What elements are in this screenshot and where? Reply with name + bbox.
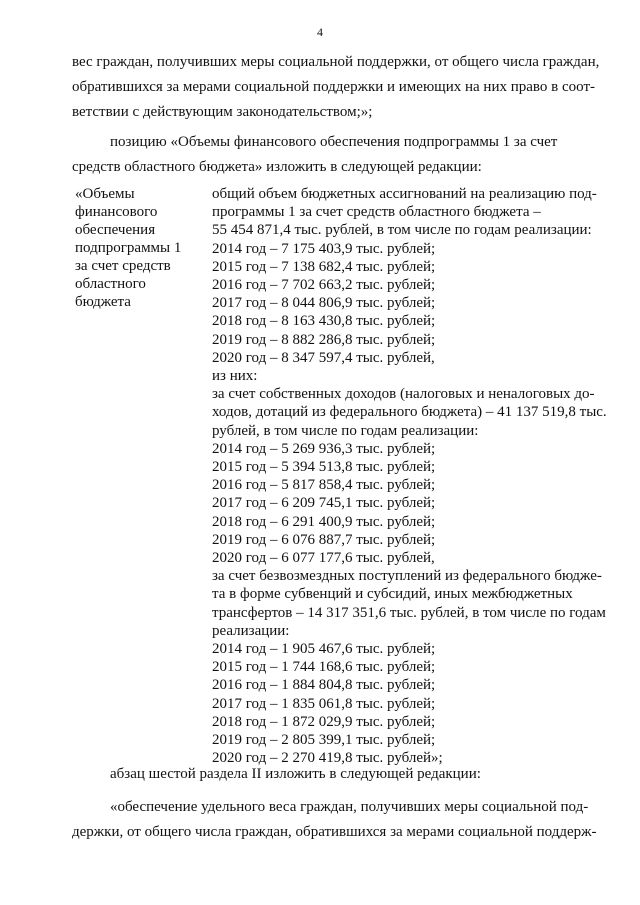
total-year-line: 2015 год – 7 138 682,4 тыс. рублей; — [212, 258, 436, 275]
federal-line: реализации: — [212, 622, 290, 639]
of-them-line: из них: — [212, 368, 258, 385]
own-income-year-line: 2014 год – 5 269 936,3 тыс. рублей; — [212, 440, 436, 457]
label-line: бюджета — [75, 294, 131, 310]
label-line: за счет средств — [75, 258, 171, 274]
page-number: 4 — [317, 25, 323, 39]
own-income-year-line: 2020 год – 6 077 177,6 тыс. рублей, — [212, 550, 435, 567]
own-income-year-line: 2017 год – 6 209 745,1 тыс. рублей; — [212, 495, 436, 512]
label-line: областного — [75, 276, 146, 292]
federal-year-line: 2017 год – 1 835 061,8 тыс. рублей; — [212, 695, 436, 712]
federal-line: трансфертов – 14 317 351,6 тыс. рублей, в том числе по годам — [212, 604, 606, 621]
federal-year-line: 2018 год – 1 872 029,9 тыс. рублей; — [212, 713, 436, 730]
total-line: общий объем бюджетных ассигнований на реализацию под- — [212, 186, 597, 202]
federal-year-line: 2019 год – 2 805 399,1 тыс. рублей; — [212, 732, 436, 749]
total-line: 55 454 871,4 тыс. рублей, в том числе по годам реализации: — [212, 222, 592, 239]
total-year-line: 2017 год – 8 044 806,9 тыс. рублей; — [212, 295, 436, 312]
final-paragraph — [72, 795, 608, 845]
total-year-line: 2019 год – 8 882 286,8 тыс. рублей; — [212, 331, 436, 348]
own-income-year-line: 2018 год – 6 291 400,9 тыс. рублей; — [212, 513, 436, 530]
own-income-line: рублей, в том числе по годам реализации: — [212, 422, 479, 439]
intro-paragraph — [72, 50, 608, 125]
paragraph-six-line: абзац шестой раздела II изложить в следующей редакции: — [110, 766, 481, 782]
intro-line: ветствии с действующим законодательством;»; — [72, 104, 373, 120]
label-line: финансового — [75, 204, 158, 220]
own-income-line: ходов, дотаций из федерального бюджета) – 41 137 519,8 тыс. — [212, 404, 607, 421]
label-line: обеспечения — [75, 222, 156, 238]
own-income-line: за счет собственных доходов (налоговых и неналоговых до- — [212, 386, 595, 403]
table-data-column — [212, 185, 610, 768]
total-line: программы 1 за счет средств областного бюджета – — [212, 204, 541, 221]
table-label-column — [75, 185, 200, 311]
label-line: «Объемы — [75, 186, 135, 202]
final-line: «обеспечение удельного веса граждан, получивших меры социальной под- — [110, 799, 589, 815]
own-income-year-line: 2016 год – 5 817 858,4 тыс. рублей; — [212, 477, 436, 494]
total-year-line: 2020 год – 8 347 597,4 тыс. рублей, — [212, 349, 435, 366]
federal-year-line: 2015 год – 1 744 168,6 тыс. рублей; — [212, 659, 436, 676]
own-income-year-line: 2019 год – 6 076 887,7 тыс. рублей; — [212, 531, 436, 548]
federal-line: за счет безвозмездных поступлений из федерального бюдже- — [212, 568, 602, 585]
federal-year-line: 2020 год – 2 270 419,8 тыс. рублей»; — [212, 750, 443, 767]
paragraph-six — [72, 762, 608, 787]
intro-line: обратившихся за мерами социальной поддержки и имеющих на них право в соот- — [72, 79, 595, 95]
position-line: средств областного бюджета» изложить в следующей редакции: — [72, 159, 482, 175]
intro-line: вес граждан, получивших меры социальной поддержки, от общего числа граждан, — [72, 54, 600, 70]
federal-year-line: 2014 год – 1 905 467,6 тыс. рублей; — [212, 641, 436, 658]
total-year-line: 2018 год – 8 163 430,8 тыс. рублей; — [212, 313, 436, 330]
position-paragraph — [72, 130, 608, 180]
federal-line: та в форме субвенций и субсидий, иных межбюджетных — [212, 586, 573, 603]
federal-year-line: 2016 год – 1 884 804,8 тыс. рублей; — [212, 677, 436, 694]
label-line: подпрограммы 1 — [75, 240, 182, 256]
total-year-line: 2016 год – 7 702 663,2 тыс. рублей; — [212, 277, 436, 294]
own-income-year-line: 2015 год – 5 394 513,8 тыс. рублей; — [212, 459, 436, 476]
final-line: держки, от общего числа граждан, обратившихся за мерами социальной поддерж- — [72, 824, 597, 840]
position-line: позицию «Объемы финансового обеспечения подпрограммы 1 за счет — [110, 134, 558, 150]
total-year-line: 2014 год – 7 175 403,9 тыс. рублей; — [212, 240, 436, 257]
